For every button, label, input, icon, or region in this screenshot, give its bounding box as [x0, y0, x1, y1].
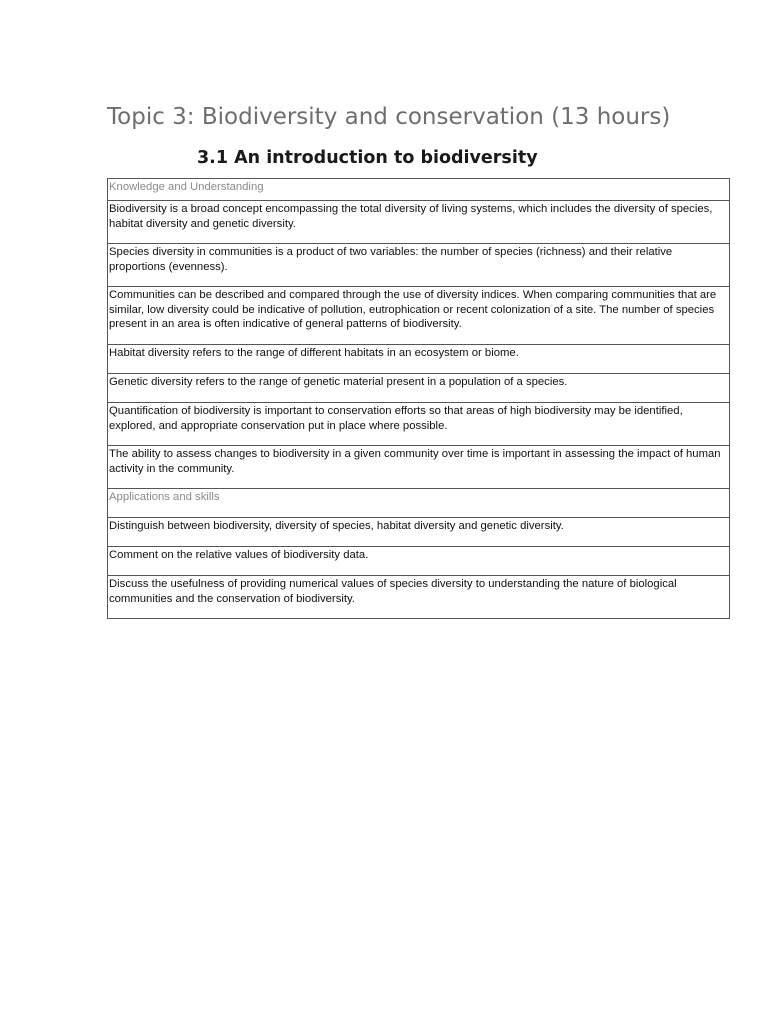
content-table	[107, 178, 730, 619]
table-cell: Biodiversity is a broad concept encompassing the total diversity of living systems, which includes the diversity of species, habitat diversity and genetic diversity.	[108, 201, 730, 244]
knowledge-heading: Knowledge and Understanding	[108, 179, 730, 201]
table-row	[108, 179, 730, 201]
table-cell: Communities can be described and compared through the use of diversity indices. When comparing communities that are similar, low diversity could be indicative of pollution, eutrophication or recent colonization of a site. The number of species present in an area is often indicative of general patterns of biodiversity.	[108, 287, 730, 345]
table-cell: Habitat diversity refers to the range of different habitats in an ecosystem or biome.	[108, 345, 730, 374]
table-cell: Comment on the relative values of biodiversity data.	[108, 547, 730, 576]
table-row	[108, 547, 730, 576]
table-row	[108, 576, 730, 619]
table-row	[108, 374, 730, 403]
table-row	[108, 446, 730, 489]
table-row	[108, 489, 730, 518]
page-title: Topic 3: Biodiversity and conservation (13 hours)	[107, 104, 671, 130]
table-cell: Distinguish between biodiversity, diversity of species, habitat diversity and genetic diversity.	[108, 518, 730, 547]
section-title: 3.1 An introduction to biodiversity	[197, 148, 538, 168]
table-row	[108, 345, 730, 374]
table-cell: Discuss the usefulness of providing numerical values of species diversity to understanding the nature of biological communities and the conservation of biodiversity.	[108, 576, 730, 619]
table-row	[108, 287, 730, 345]
table-cell: The ability to assess changes to biodiversity in a given community over time is important in assessing the impact of human activity in the community.	[108, 446, 730, 489]
table-cell: Quantification of biodiversity is important to conservation efforts so that areas of high biodiversity may be identified, explored, and appropriate conservation put in place where possible.	[108, 403, 730, 446]
table-row	[108, 518, 730, 547]
table-cell: Genetic diversity refers to the range of genetic material present in a population of a species.	[108, 374, 730, 403]
table-row	[108, 201, 730, 244]
table-row	[108, 403, 730, 446]
skills-heading: Applications and skills	[108, 489, 730, 518]
table-row	[108, 244, 730, 287]
table-cell: Species diversity in communities is a product of two variables: the number of species (richness) and their relative proportions (evenness).	[108, 244, 730, 287]
